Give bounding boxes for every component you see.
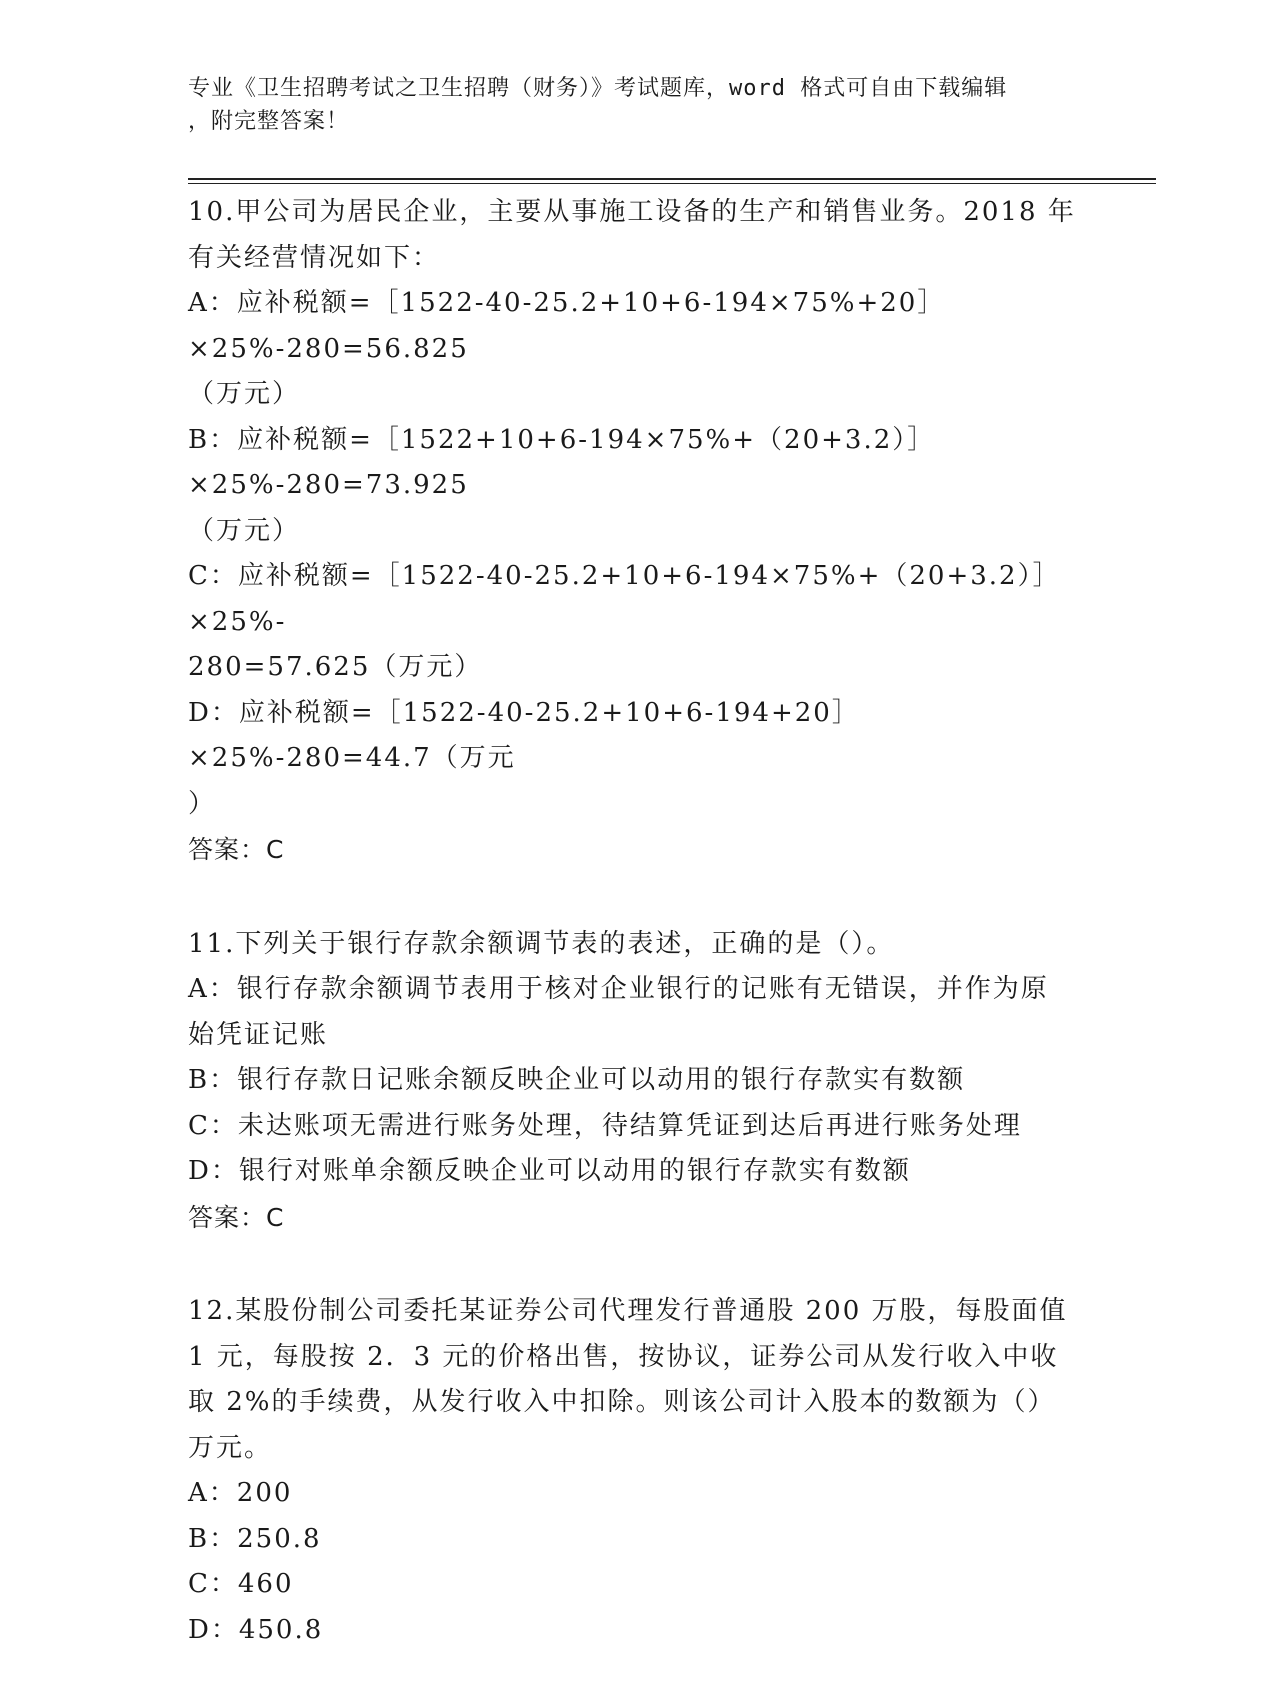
option-b: [188, 1517, 1088, 1563]
question-stem-line: 12.某股份制公司委托某证券公司代理发行普通股 200 万股，每股面值: [188, 1296, 1068, 1326]
question-12: [188, 1289, 1088, 1653]
question-stem-line: 1 元，每股按 2．3 元的价格出售，按协议，证券公司从发行收入中收: [188, 1341, 1059, 1372]
option-line: B：银行存款日记账余额反映企业可以动用的银行存款实有数额: [188, 1065, 966, 1095]
option-line: A：银行存款余额调节表用于核对企业银行的记账有无错误，并作为原: [188, 974, 1049, 1004]
option-line: C：460: [188, 1569, 294, 1599]
question-stem-line: 有关经营情况如下：: [188, 242, 441, 273]
option-a: [188, 281, 1088, 418]
question-10: [188, 190, 1088, 873]
question-11: [188, 922, 1088, 1241]
option-line: 280=57.625（万元）: [188, 652, 483, 682]
option-d: [188, 691, 1088, 828]
header-rule-thin: [188, 183, 1156, 184]
option-a: [188, 967, 1088, 1058]
option-line: A：200: [188, 1478, 293, 1508]
option-c: [188, 554, 1088, 691]
option-line: ）: [188, 788, 217, 819]
answer-label: 答案：C: [188, 1202, 285, 1232]
header-line-1: 专业《卫生招聘考试之卫生招聘（财务）》考试题库，word 格式可自由下载编辑: [188, 76, 1008, 101]
header-line-2: ，附完整答案！: [188, 109, 350, 134]
option-d: [188, 1149, 1088, 1195]
option-b: [188, 1058, 1088, 1104]
option-b: [188, 418, 1088, 555]
option-d: [188, 1608, 1088, 1654]
option-a: [188, 1471, 1088, 1517]
document-header: [188, 72, 1088, 138]
option-line: （万元）: [188, 515, 301, 546]
question-stem-line: 10.甲公司为居民企业，主要从事施工设备的生产和销售业务。2018 年: [188, 197, 1076, 227]
option-line: 始凭证记账: [188, 1019, 329, 1050]
option-c: [188, 1104, 1088, 1150]
option-line: D：450.8: [188, 1614, 324, 1645]
answer-label: 答案：C: [188, 835, 285, 864]
option-line: （万元）: [188, 379, 301, 409]
question-stem-line: 取 2%的手续费，从发行收入中扣除。则该公司计入股本的数额为（）: [188, 1387, 1056, 1417]
option-line: D：银行对账单余额反映企业可以动用的银行存款实有数额: [188, 1156, 911, 1186]
question-list: [188, 190, 1088, 1702]
option-c: [188, 1562, 1088, 1608]
header-rule-thick: [188, 178, 1156, 180]
option-line: D：应补税额=［1522-40-25.2+10+6-194+20］×25%-280=44.7（万元: [188, 697, 860, 773]
option-line: B：应补税额=［1522+10+6-194×75%+（20+3.2）］×25%-280=73.925: [188, 424, 936, 500]
option-line: A：应补税额=［1522-40-25.2+10+6-194×75%+20］×25%-280=56.825: [188, 288, 946, 364]
option-line: C：未达账项无需进行账务处理，待结算凭证到达后再进行账务处理: [188, 1110, 1022, 1141]
option-line: C：应补税额=［1522-40-25.2+10+6-194×75%+（20+3.2）］×25%-: [188, 561, 1061, 637]
option-line: B：250.8: [188, 1523, 322, 1554]
question-stem-line: 万元。: [188, 1432, 273, 1463]
question-stem-line: 11.下列关于银行存款余额调节表的表述，正确的是（）。: [188, 928, 895, 959]
